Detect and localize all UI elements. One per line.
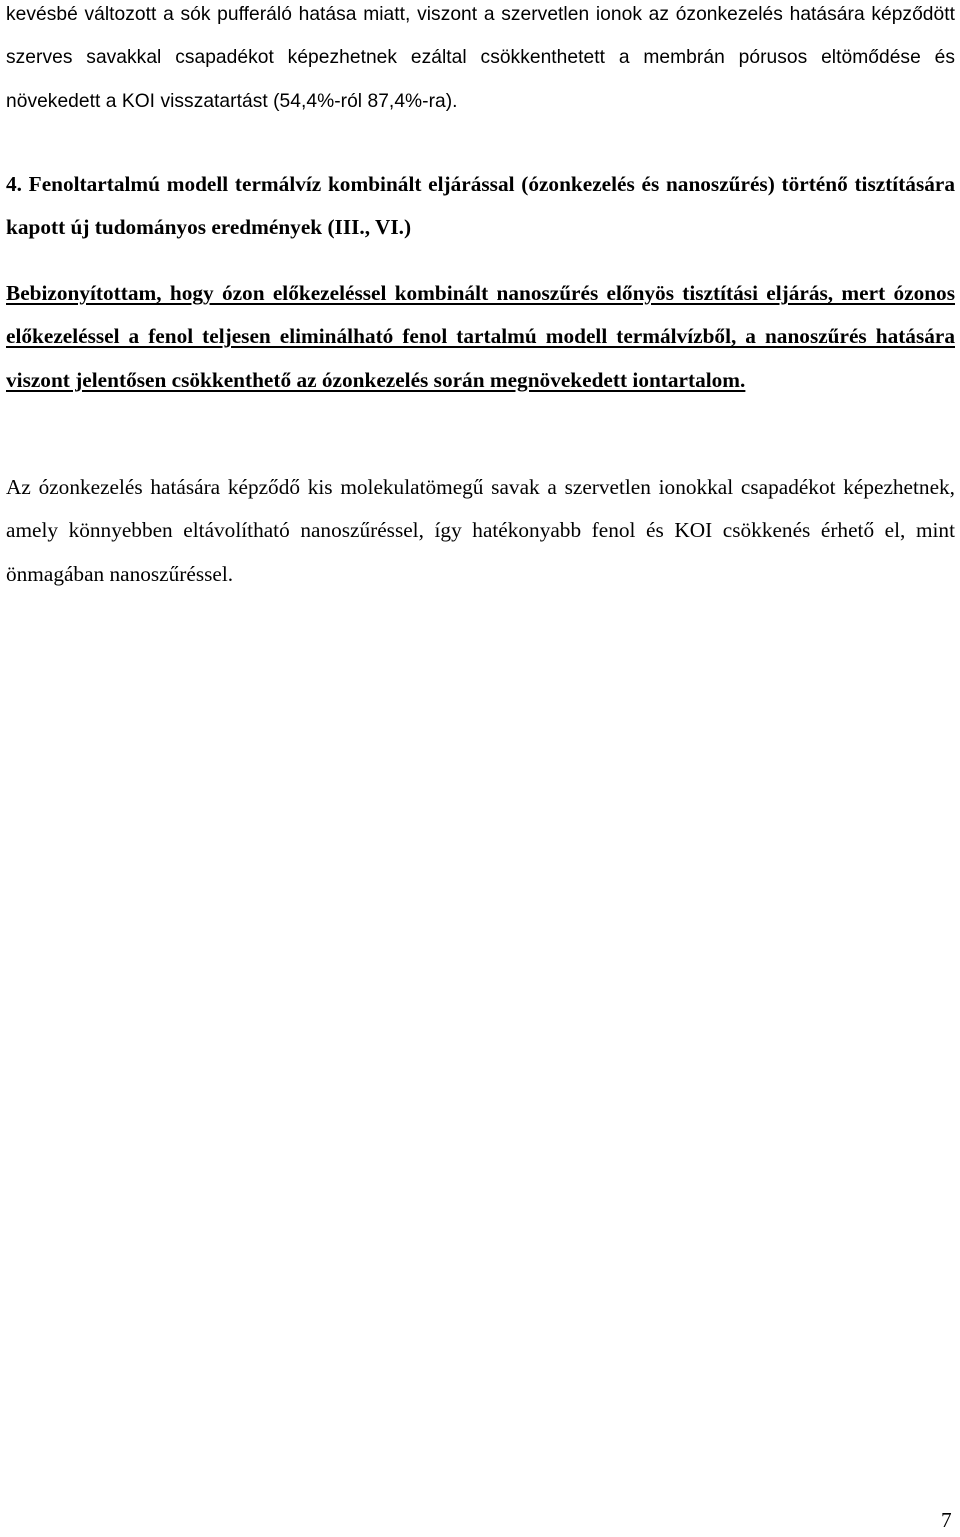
finding-paragraph: Bebizonyítottam, hogy ózon előkezeléssel kombinált nanoszűrés előnyös tisztítási eljárás, mert ózonos előkezeléssel a fenol teljesen eliminálható fenol tartalmú modell termálvízből, a nanoszűrés hatására viszont jelentősen csökkenthető az ózonkezelés során megnövekedett iontartalom. [6, 281, 955, 392]
page-number: 7 [941, 1508, 952, 1532]
explanation-paragraph: Az ózonkezelés hatására képződő kis molekulatömegű savak a szervetlen ionokkal csapadékot képezhetnek, amely könnyebben eltávolítható nanoszűréssel, így hatékonyabb fenol és KOI csökkenés érhető el, mint önmagában nanoszűréssel. [6, 475, 955, 586]
intro-paragraph: kevésbé változott a sók pufferáló hatása miatt, viszont a szervetlen ionok az ózonkezelés hatására képződött szerves savakkal csapadékot képezhetnek ezáltal csökkenthetett a membrán pórusos eltömődése és növekedett a KOI visszatartást (54,4%-ról 87,4%-ra). [6, 4, 955, 112]
section-heading: 4. Fenoltartalmú modell termálvíz kombinált eljárással (ózonkezelés és nanoszűrés) történő tisztítására kapott új tudományos eredmények (III., VI.) [6, 172, 955, 240]
